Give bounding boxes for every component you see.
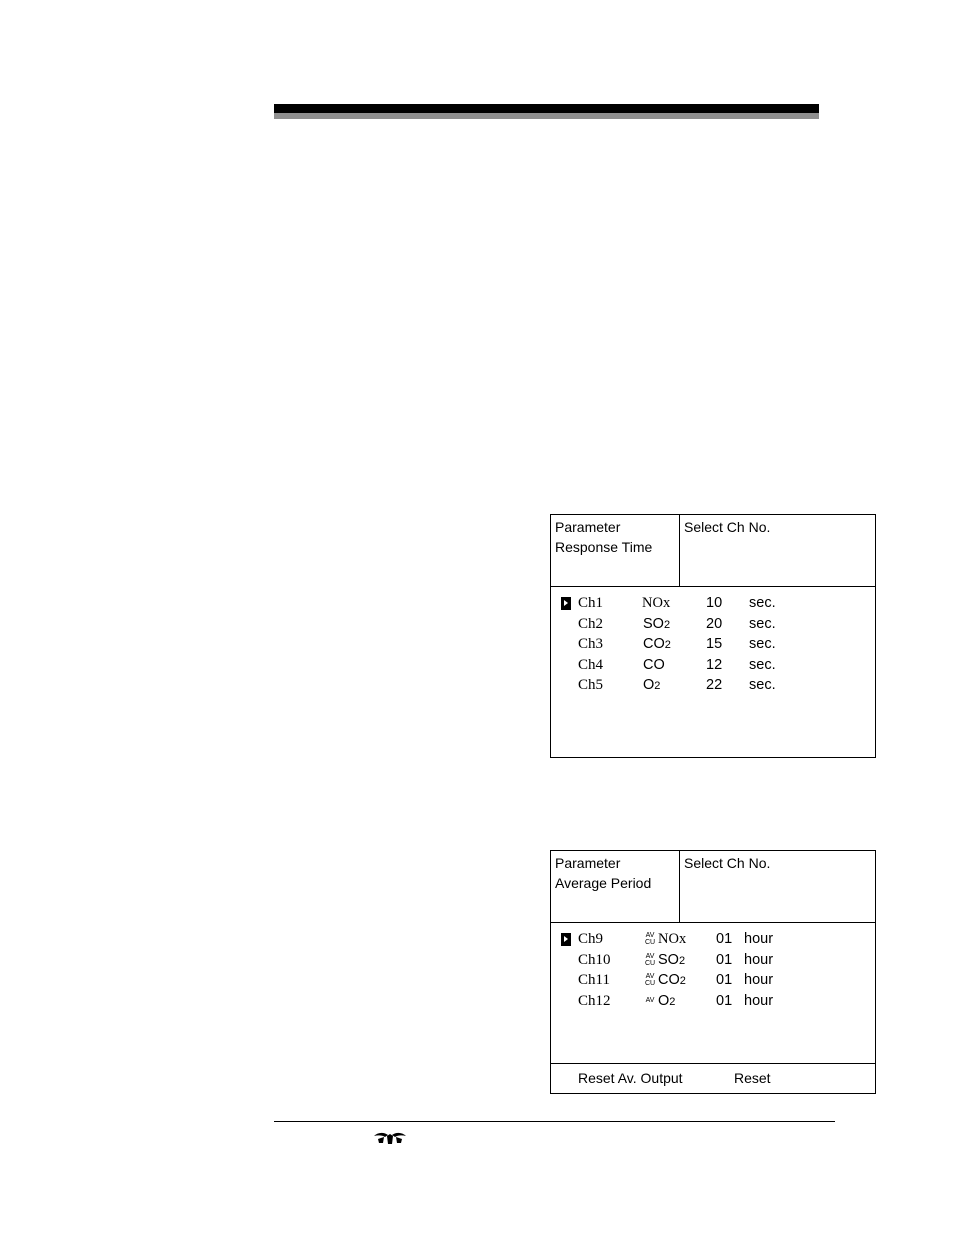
channel-number: Ch4 <box>578 656 604 673</box>
gas-name: AV CU CO2 <box>644 972 686 988</box>
value: 20 <box>706 615 723 632</box>
value: 01 <box>716 951 733 968</box>
gas-name: CO <box>643 656 665 673</box>
channel-number: Ch3 <box>578 636 604 652</box>
channel-row[interactable] <box>551 655 875 676</box>
value: 01 <box>716 931 733 947</box>
av-cu-tag: AV CU <box>644 973 656 988</box>
channel-number: Ch1 <box>578 595 604 611</box>
unit: sec. <box>749 677 776 693</box>
response-time-screen <box>550 514 876 758</box>
unit: hour <box>744 992 774 1009</box>
header-divider <box>679 851 680 922</box>
footer-rule <box>274 1121 835 1122</box>
channel-row[interactable] <box>551 991 875 1012</box>
channel-number: Ch11 <box>578 972 610 988</box>
channel-number: Ch10 <box>578 951 611 968</box>
channel-row[interactable] <box>551 593 875 614</box>
gas-name: AV CU NOx <box>644 931 687 947</box>
value: 10 <box>706 595 723 611</box>
gas-name: AV O2 <box>645 992 676 1009</box>
channel-row[interactable] <box>551 634 875 655</box>
cursor-arrow-icon <box>561 933 571 946</box>
title-line-1: Parameter <box>555 855 621 871</box>
unit: sec. <box>749 595 776 611</box>
gas-name: CO2 <box>643 636 671 652</box>
channel-list <box>551 593 875 696</box>
value: 01 <box>716 992 733 1009</box>
value: 15 <box>706 636 723 652</box>
header-divider <box>679 515 680 586</box>
screen-title <box>555 517 652 557</box>
av-cu-tag: AV CU <box>644 952 656 967</box>
gas-name: AV CU SO2 <box>644 951 686 968</box>
channel-row[interactable] <box>551 929 875 950</box>
title-line-1: Parameter <box>555 519 621 535</box>
channel-list <box>551 929 875 1011</box>
reset-av-output-label: Reset Av. Output <box>578 1070 683 1086</box>
channel-number: Ch12 <box>578 992 611 1009</box>
screen-header <box>551 515 875 587</box>
title-line-2: Average Period <box>555 875 652 891</box>
unit: sec. <box>749 615 776 632</box>
channel-row[interactable] <box>551 614 875 635</box>
av-tag: AV <box>645 996 655 1004</box>
gas-name: NOx <box>642 595 671 611</box>
channel-row[interactable] <box>551 675 875 696</box>
select-channel-label: Select Ch No. <box>684 519 771 535</box>
gas-name: O2 <box>643 677 661 693</box>
reset-button[interactable]: Reset <box>734 1070 771 1086</box>
average-period-screen <box>550 850 876 1094</box>
header-rule-shadow <box>274 113 819 119</box>
value: 12 <box>706 656 723 673</box>
unit: sec. <box>749 636 776 652</box>
gas-name: SO2 <box>643 615 671 632</box>
reset-bar <box>551 1063 875 1093</box>
select-channel-label: Select Ch No. <box>684 855 771 871</box>
channel-number: Ch2 <box>578 615 604 632</box>
cursor-arrow-icon <box>561 597 571 610</box>
value: 22 <box>706 677 723 693</box>
title-line-2: Response Time <box>555 539 653 555</box>
company-logo-icon <box>372 1131 408 1145</box>
value: 01 <box>716 972 733 988</box>
channel-row[interactable] <box>551 950 875 971</box>
av-cu-tag: AV CU <box>644 932 656 947</box>
unit: hour <box>744 972 774 988</box>
unit: hour <box>744 931 774 947</box>
header-rule <box>274 104 819 113</box>
unit: hour <box>744 951 774 968</box>
channel-number: Ch5 <box>578 677 604 693</box>
screen-header <box>551 851 875 923</box>
screen-title <box>555 853 651 893</box>
channel-row[interactable] <box>551 970 875 991</box>
channel-number: Ch9 <box>578 931 604 947</box>
unit: sec. <box>749 656 776 673</box>
